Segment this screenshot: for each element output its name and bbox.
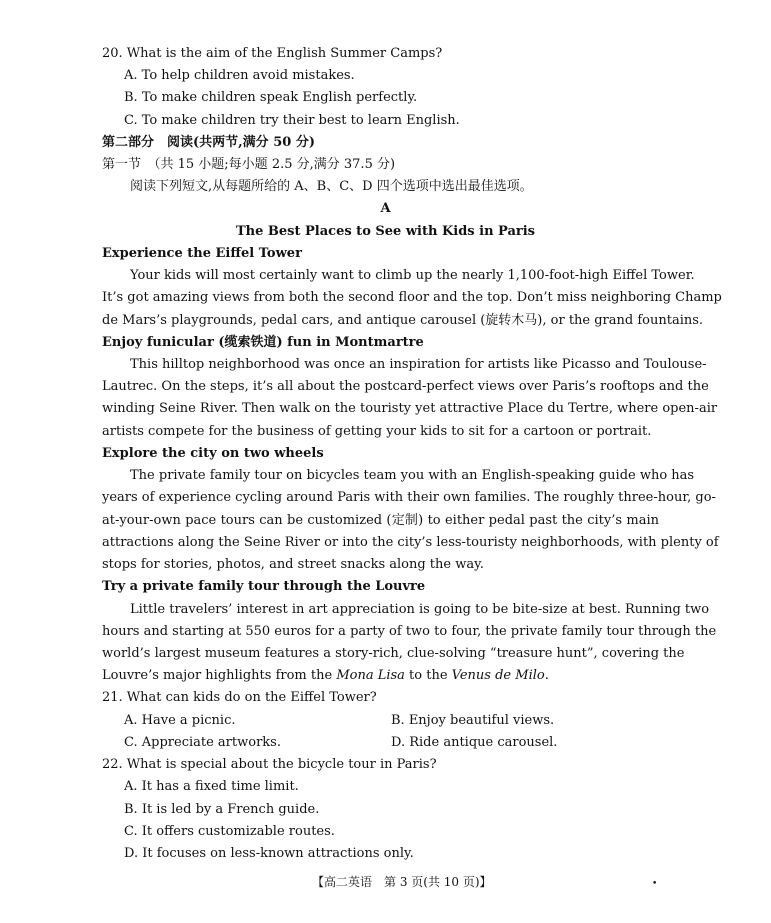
part2-heading: 第二部分 阅读(共两节,满分 50 分) xyxy=(102,135,315,150)
q20-option-a: A. To help children avoid mistakes. xyxy=(124,68,355,83)
q20-option-c: C. To make children try their best to learn English. xyxy=(124,113,460,128)
q22-option-c: C. It offers customizable routes. xyxy=(124,824,335,839)
paragraph-line: It’s got amazing views from both the second floor and the top. Don’t miss neighboring Champ xyxy=(102,290,722,305)
footer-mark: • xyxy=(652,879,658,889)
paragraph-line: years of experience cycling around Paris with their own families. The roughly three-hour, go- xyxy=(102,490,716,505)
paragraph-line: winding Seine River. Then walk on the touristy yet attractive Place du Tertre, where open-air xyxy=(102,401,718,416)
section1-heading: 第一节 （共 15 小题;每小题 2.5 分,满分 37.5 分) xyxy=(102,157,396,172)
q22-option-a: A. It has a fixed time limit. xyxy=(124,779,299,794)
paragraph-line: de Mars’s playgrounds, pedal cars, and antique carousel (旋转木马), or the grand fountains. xyxy=(102,313,704,328)
paragraph-line: Lautrec. On the steps, it’s all about the postcard-perfect views over Paris’s rooftops and the xyxy=(102,379,709,394)
text-fragment: to the xyxy=(404,668,452,683)
paragraph-line: attractions along the Seine River or into the city’s less-touristy neighborhoods, with plenty of xyxy=(102,535,719,550)
artwork-title-mona-lisa: Mona Lisa xyxy=(336,668,405,683)
q22-stem: 22. What is special about the bicycle tour in Paris? xyxy=(102,757,437,772)
q21-option-a: A. Have a picnic. xyxy=(124,713,236,728)
q21-option-c: C. Appreciate artworks. xyxy=(124,735,281,750)
paragraph-line: world’s largest museum features a story-rich, clue-solving “treasure hunt”, covering the xyxy=(102,646,685,661)
reading-instruction: 阅读下列短文,从每题所给的 A、B、C、D 四个选项中选出最佳选项。 xyxy=(130,179,533,194)
q21-stem: 21. What can kids do on the Eiffel Tower? xyxy=(102,690,377,705)
q21-option-d: D. Ride antique carousel. xyxy=(391,735,558,750)
paragraph-line: The private family tour on bicycles team you with an English-speaking guide who has xyxy=(130,468,695,483)
paragraph-line: Little travelers’ interest in art appreciation is going to be bite-size at best. Running two xyxy=(130,602,710,617)
page-footer: 【高二英语 第 3 页(共 10 页)】 xyxy=(312,875,492,889)
q22-option-d: D. It focuses on less-known attractions only. xyxy=(124,846,414,861)
paragraph-line: stops for stories, photos, and street snacks along the way. xyxy=(102,557,484,572)
text-fragment: Louvre’s major highlights from the xyxy=(102,668,337,683)
q20-option-b: B. To make children speak English perfectly. xyxy=(124,90,418,105)
paragraph-line: This hilltop neighborhood was once an inspiration for artists like Picasso and Toulouse- xyxy=(130,357,707,372)
paragraph-line: artists compete for the business of getting your kids to sit for a cartoon or portrait. xyxy=(102,424,652,439)
q21-option-b: B. Enjoy beautiful views. xyxy=(391,713,555,728)
passage-title: The Best Places to See with Kids in Paris xyxy=(235,224,535,239)
paragraph-line: hours and starting at 550 euros for a party of two to four, the private family tour through the xyxy=(102,624,717,639)
paragraph-line: at-your-own pace tours can be customized (定制) to either pedal past the city’s main xyxy=(102,513,659,528)
section-heading-montmartre: Enjoy funicular (缆索铁道) fun in Montmartre xyxy=(102,335,424,350)
artwork-title-venus: Venus de Milo xyxy=(451,668,545,683)
q20-stem: 20. What is the aim of the English Summer Camps? xyxy=(102,46,443,61)
paragraph-line-last xyxy=(102,668,549,684)
section-heading-bicycle: Explore the city on two wheels xyxy=(102,446,324,461)
passage-letter: A xyxy=(380,201,391,216)
section-heading-eiffel: Experience the Eiffel Tower xyxy=(102,246,302,261)
section-heading-louvre: Try a private family tour through the Louvre xyxy=(102,579,426,594)
text-fragment: . xyxy=(544,668,549,683)
paragraph-line: Your kids will most certainly want to climb up the nearly 1,100-foot-high Eiffel Tower. xyxy=(130,268,695,283)
q22-option-b: B. It is led by a French guide. xyxy=(124,802,320,817)
